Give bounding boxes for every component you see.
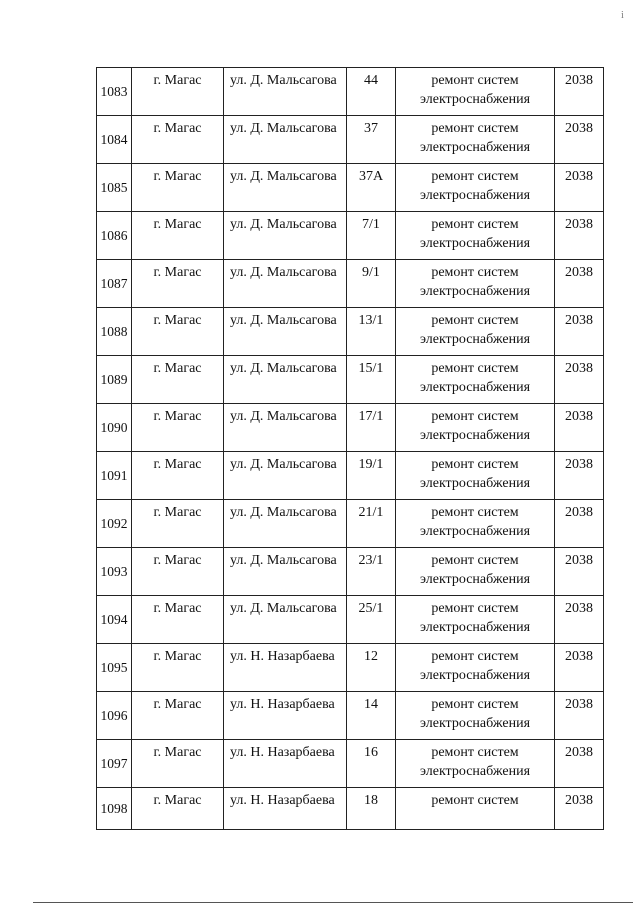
table-row (97, 68, 604, 116)
work-type-cell: ремонт систем электроснабжения (396, 692, 555, 740)
row-number-cell: 1089 (97, 356, 132, 404)
street-cell: ул. Д. Мальсагова (224, 548, 347, 596)
table-row (97, 740, 604, 788)
work-type-cell: ремонт систем электроснабжения (396, 212, 555, 260)
row-number-cell: 1094 (97, 596, 132, 644)
house-number-cell: 9/1 (347, 260, 396, 308)
house-number-cell: 18 (347, 788, 396, 830)
row-number-cell: 1097 (97, 740, 132, 788)
row-number-cell: 1096 (97, 692, 132, 740)
house-number-cell: 21/1 (347, 500, 396, 548)
year-cell: 2038 (555, 212, 604, 260)
city-cell: г. Магас (132, 212, 224, 260)
year-cell: 2038 (555, 260, 604, 308)
street-cell: ул. Д. Мальсагова (224, 596, 347, 644)
year-cell: 2038 (555, 644, 604, 692)
house-number-cell: 7/1 (347, 212, 396, 260)
year-cell: 2038 (555, 692, 604, 740)
city-cell: г. Магас (132, 548, 224, 596)
work-type-cell: ремонт систем электроснабжения (396, 500, 555, 548)
city-cell: г. Магас (132, 404, 224, 452)
street-cell: ул. Д. Мальсагова (224, 452, 347, 500)
page-corner-mark: i (621, 10, 624, 21)
table-row (97, 260, 604, 308)
house-number-cell: 16 (347, 740, 396, 788)
table-row (97, 164, 604, 212)
city-cell: г. Магас (132, 692, 224, 740)
street-cell: ул. Д. Мальсагова (224, 404, 347, 452)
row-number-cell: 1087 (97, 260, 132, 308)
work-type-cell: ремонт систем электроснабжения (396, 548, 555, 596)
year-cell: 2038 (555, 500, 604, 548)
row-number-cell: 1088 (97, 308, 132, 356)
year-cell: 2038 (555, 116, 604, 164)
row-number-cell: 1092 (97, 500, 132, 548)
year-cell: 2038 (555, 596, 604, 644)
work-type-cell: ремонт систем электроснабжения (396, 596, 555, 644)
work-type-cell: ремонт систем электроснабжения (396, 260, 555, 308)
row-number-cell: 1090 (97, 404, 132, 452)
work-type-cell: ремонт систем электроснабжения (396, 404, 555, 452)
table-row (97, 116, 604, 164)
year-cell: 2038 (555, 788, 604, 830)
street-cell: ул. Д. Мальсагова (224, 68, 347, 116)
table-body (97, 68, 604, 830)
year-cell: 2038 (555, 68, 604, 116)
street-cell: ул. Н. Назарбаева (224, 692, 347, 740)
city-cell: г. Магас (132, 164, 224, 212)
house-number-cell: 17/1 (347, 404, 396, 452)
row-number-cell: 1093 (97, 548, 132, 596)
table-row (97, 548, 604, 596)
work-type-cell: ремонт систем электроснабжения (396, 452, 555, 500)
table-row (97, 356, 604, 404)
house-number-cell: 14 (347, 692, 396, 740)
year-cell: 2038 (555, 356, 604, 404)
house-number-cell: 25/1 (347, 596, 396, 644)
row-number-cell: 1095 (97, 644, 132, 692)
house-number-cell: 13/1 (347, 308, 396, 356)
street-cell: ул. Д. Мальсагова (224, 164, 347, 212)
work-type-cell: ремонт систем электроснабжения (396, 644, 555, 692)
table-row (97, 404, 604, 452)
year-cell: 2038 (555, 164, 604, 212)
street-cell: ул. Д. Мальсагова (224, 356, 347, 404)
row-number-cell: 1086 (97, 212, 132, 260)
city-cell: г. Магас (132, 116, 224, 164)
city-cell: г. Магас (132, 644, 224, 692)
house-number-cell: 37 (347, 116, 396, 164)
table-row (97, 308, 604, 356)
work-type-cell: ремонт систем электроснабжения (396, 740, 555, 788)
street-cell: ул. Д. Мальсагова (224, 308, 347, 356)
street-cell: ул. Н. Назарбаева (224, 740, 347, 788)
table-row (97, 788, 604, 830)
house-number-cell: 44 (347, 68, 396, 116)
table-row (97, 692, 604, 740)
year-cell: 2038 (555, 740, 604, 788)
row-number-cell: 1084 (97, 116, 132, 164)
house-number-cell: 37А (347, 164, 396, 212)
page-bottom-rule (33, 902, 633, 903)
table-row (97, 452, 604, 500)
city-cell: г. Магас (132, 356, 224, 404)
house-number-cell: 12 (347, 644, 396, 692)
city-cell: г. Магас (132, 500, 224, 548)
city-cell: г. Магас (132, 68, 224, 116)
city-cell: г. Магас (132, 788, 224, 830)
row-number-cell: 1085 (97, 164, 132, 212)
row-number-cell: 1083 (97, 68, 132, 116)
row-number-cell: 1091 (97, 452, 132, 500)
year-cell: 2038 (555, 404, 604, 452)
house-number-cell: 15/1 (347, 356, 396, 404)
work-type-cell: ремонт систем (396, 788, 555, 830)
year-cell: 2038 (555, 452, 604, 500)
work-type-cell: ремонт систем электроснабжения (396, 356, 555, 404)
year-cell: 2038 (555, 548, 604, 596)
work-type-cell: ремонт систем электроснабжения (396, 308, 555, 356)
city-cell: г. Магас (132, 308, 224, 356)
work-type-cell: ремонт систем электроснабжения (396, 116, 555, 164)
city-cell: г. Магас (132, 260, 224, 308)
city-cell: г. Магас (132, 596, 224, 644)
city-cell: г. Магас (132, 452, 224, 500)
street-cell: ул. Н. Назарбаева (224, 788, 347, 830)
table-row (97, 644, 604, 692)
work-type-cell: ремонт систем электроснабжения (396, 164, 555, 212)
work-type-cell: ремонт систем электроснабжения (396, 68, 555, 116)
row-number-cell: 1098 (97, 788, 132, 830)
city-cell: г. Магас (132, 740, 224, 788)
street-cell: ул. Д. Мальсагова (224, 260, 347, 308)
repair-schedule-table (96, 67, 604, 830)
house-number-cell: 19/1 (347, 452, 396, 500)
street-cell: ул. Н. Назарбаева (224, 644, 347, 692)
house-number-cell: 23/1 (347, 548, 396, 596)
table-row (97, 596, 604, 644)
street-cell: ул. Д. Мальсагова (224, 116, 347, 164)
year-cell: 2038 (555, 308, 604, 356)
street-cell: ул. Д. Мальсагова (224, 212, 347, 260)
table-row (97, 500, 604, 548)
table-row (97, 212, 604, 260)
street-cell: ул. Д. Мальсагова (224, 500, 347, 548)
